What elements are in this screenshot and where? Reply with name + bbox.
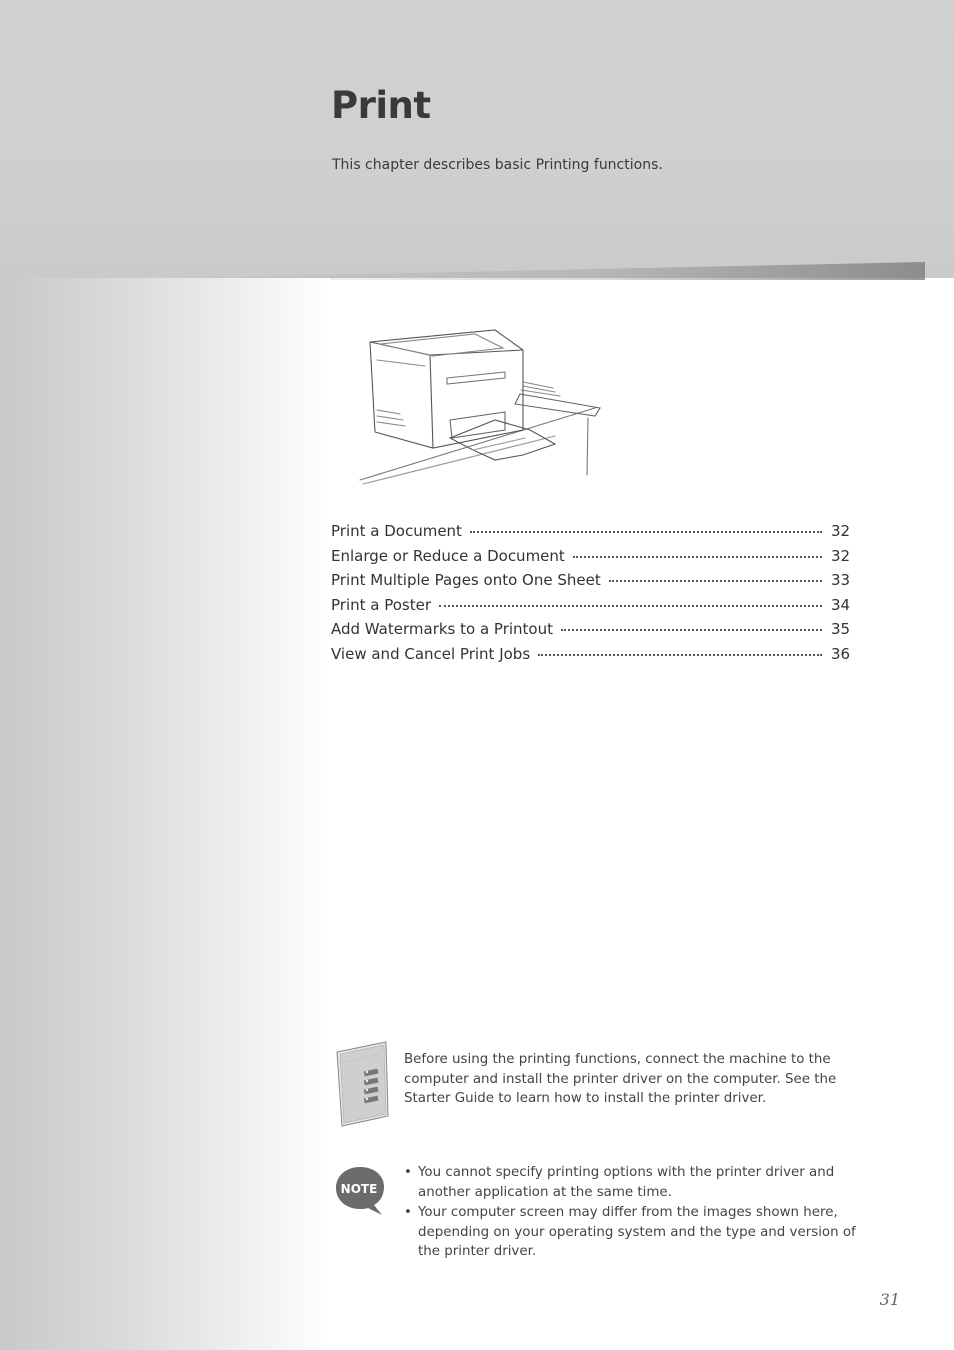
- page-number: 31: [879, 1290, 900, 1309]
- toc-entry-page: 32: [831, 546, 851, 565]
- toc-leader-dots: [609, 579, 822, 582]
- toc-entry-label: Print a Poster: [331, 595, 432, 614]
- toc-entry-view-cancel-jobs[interactable]: [331, 645, 849, 670]
- toc-entry-label: View and Cancel Print Jobs: [331, 644, 531, 663]
- note-badge-label: NOTE: [340, 1182, 378, 1196]
- toc-leader-dots: [470, 530, 822, 533]
- toc-entry-multiple-pages[interactable]: [331, 571, 849, 596]
- toc-entry-add-watermarks[interactable]: [331, 620, 849, 645]
- side-gradient: [0, 278, 330, 1350]
- toc-entry-page: 36: [831, 644, 851, 663]
- chapter-header-band: [0, 0, 954, 278]
- chapter-description: This chapter describes basic Printing functions.: [332, 157, 663, 173]
- note-badge-icon: [334, 1165, 386, 1217]
- note-item: [404, 1203, 874, 1262]
- toc-entry-print-a-document[interactable]: [331, 522, 849, 547]
- bullet-icon: •: [404, 1165, 412, 1180]
- toc-entry-enlarge-or-reduce[interactable]: [331, 547, 849, 572]
- toc-entry-print-a-poster[interactable]: [331, 596, 849, 621]
- toc-entry-label: Add Watermarks to a Printout: [331, 620, 553, 638]
- toc-entry-label: Print Multiple Pages onto One Sheet: [331, 571, 601, 589]
- toc-leader-dots: [561, 628, 822, 631]
- toc-leader-dots: [439, 604, 822, 607]
- note-item: [404, 1163, 874, 1202]
- toc-entry-label: Enlarge or Reduce a Document: [331, 546, 565, 565]
- note-list: [404, 1163, 874, 1263]
- toc-entry-page: 35: [831, 620, 851, 638]
- note-item-text: You cannot specify printing options with the printer driver and another application at the same time.: [418, 1165, 835, 1200]
- toc-entry-page: 32: [831, 522, 851, 540]
- info-paragraph: Before using the printing functions, connect the machine to the computer and install the printer driver on the computer. See the Starter Guide to learn how to install the printer driver.: [404, 1052, 837, 1106]
- toc-entry-page: 33: [831, 571, 851, 589]
- manual-book-icon: [334, 1040, 392, 1128]
- printer-sketch-illustration: [355, 320, 615, 495]
- toc-entry-page: 34: [831, 595, 851, 614]
- bullet-icon: •: [404, 1205, 412, 1220]
- toc-leader-dots: [573, 555, 822, 558]
- chapter-title: Print: [331, 84, 431, 127]
- toc-leader-dots: [538, 653, 822, 656]
- chapter-table-of-contents: [331, 522, 849, 669]
- toc-entry-label: Print a Document: [331, 522, 462, 540]
- note-item-text: Your computer screen may differ from the images shown here, depending on your operating system and the type and version of the printer driver.: [418, 1205, 856, 1259]
